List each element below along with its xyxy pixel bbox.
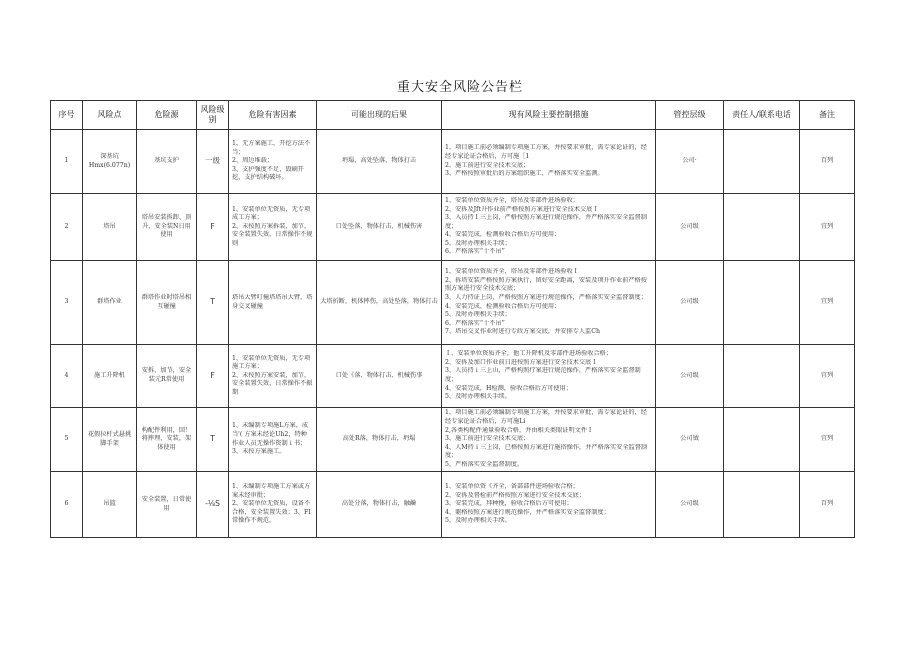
cell-control-level: 公司级 xyxy=(656,345,724,408)
measure-item: 2、施工前进行安全技术交底； xyxy=(445,161,530,169)
measure-item: 4、安装完成，H检测，验收合格后方可使用； xyxy=(445,384,572,392)
cell-harmful-factors xyxy=(229,345,317,408)
measure-item: 4、躯格按照方案进行规范操作，并严格落实安全监督制度； xyxy=(445,508,610,516)
factor-item: 塔吊大臂叮撞塔塔吊大臂，塔身交叉碰撞 xyxy=(232,293,313,310)
cell-responsible-person xyxy=(724,472,800,538)
header-harmful-factors: 危险有害因素 xyxy=(229,101,317,130)
measure-item: Ｉ、安装单位资质齐全，他工升降机及零部件进场验收合格； xyxy=(445,350,613,358)
measure-item: 4、人M持ｉ三上岗，已格按照方案进行施搭操作，并严格落实安全监督制度； xyxy=(445,443,648,460)
table-row xyxy=(51,261,855,345)
cell-no: 6 xyxy=(51,472,83,538)
cell-control-measures xyxy=(442,408,656,472)
header-control-measures: 现有风险主要控制措施 xyxy=(442,101,656,130)
cell-consequence: 口处《落、物体打击、机械伤事 xyxy=(317,345,442,408)
cell-hazard-source: 安拆，加节，安全装元R常使用 xyxy=(137,345,197,408)
factor-item: 3、支护强度不足，毁刷开挖，支护结构破坏。 xyxy=(232,165,304,182)
cell-responsible-person xyxy=(724,130,800,194)
cell-hazard-source: 基坑支护 xyxy=(137,130,197,194)
factor-item: 2、周边堆载； xyxy=(232,157,274,165)
header-risk-level: 风险级别 xyxy=(197,101,229,130)
cell-consequence: 大塔折断，机体摔伤，高处坠落，物体打击 xyxy=(317,261,442,345)
table-row xyxy=(51,472,855,538)
measure-item: 4、安装完成，检测验收合格后方可使用； xyxy=(445,302,561,310)
measure-item: 3、人力持证上岗，严格按照方案进行规范操作，严格落实安全监督制度； xyxy=(445,293,647,301)
header-responsible-person: 责任人/联系电话 xyxy=(724,101,800,130)
measure-item: 5、及时办理相关手续。 xyxy=(445,517,511,525)
page-title: 重大安全风险公告栏 xyxy=(396,80,523,95)
cell-risk-level: T xyxy=(197,261,229,345)
measure-item: 2、安拆及督检前严格按照方案进行安全技术交底； xyxy=(445,491,586,499)
cell-consequence: 高处R落，物体打击，坍塌 xyxy=(317,408,442,472)
cell-risk-level: T xyxy=(197,408,229,472)
cell-control-level: 公司级 xyxy=(656,261,724,345)
cell-no: 5 xyxy=(51,408,83,472)
cell-consequence: 口处坠落、物体打击、机械伤害 xyxy=(317,194,442,261)
header-no: 序号 xyxy=(51,101,83,130)
cell-hazard-source: 塔吊安装拆卸、顶升、安全装N日用使用 xyxy=(137,194,197,261)
measure-item: 5、及时办理相关手续。 xyxy=(445,393,511,401)
cell-hazard-source: 安全装置，日常使用 xyxy=(137,472,197,538)
cell-control-level: 公司级 xyxy=(656,194,724,261)
measure-item: 2,各类构配件通量验收合格，并由相关类眼证明文件Ｉ xyxy=(445,426,594,434)
cell-risk-point: 花假拉杆式悬挑脚手架 xyxy=(83,408,137,472)
measure-item: 3、安装完成，拜种挽，验收合格后方可使用； xyxy=(445,500,573,508)
cell-control-level: 公司钺 xyxy=(656,408,724,472)
measure-item: 1、安装单位资质齐全，塔吊及零部件进场验收； xyxy=(445,196,579,204)
cell-hazard-source: 群塔作业时塔吊相互碰撞 xyxy=(137,261,197,345)
risk-table xyxy=(50,100,855,538)
cell-remarks: 宜列 xyxy=(800,261,855,345)
header-hazard-source: 危险源 xyxy=(137,101,197,130)
measure-item: 2、拆塔安装严格按照方案执行，留好安全距离，安装及项升作业前严格按照方案进行安全技术交底； xyxy=(445,276,647,293)
cell-consequence: 高处分落，物体打击，触鹼 xyxy=(317,472,442,538)
cell-risk-point: 施工升降机 xyxy=(83,345,137,408)
cell-control-measures xyxy=(442,261,656,345)
cell-risk-level: F xyxy=(197,345,229,408)
table-row xyxy=(51,194,855,261)
measure-item: 6、严格落实“十不吊” xyxy=(445,248,505,256)
measure-item: 2、安拆及Jft升作业前严格按照方案进行安全技术交底Ｉ xyxy=(445,205,599,213)
factor-item: 3、未按方案施工。 xyxy=(232,448,286,456)
cell-responsible-person xyxy=(724,194,800,261)
measure-item: 5、严格落实安全监督制度。 xyxy=(445,460,524,468)
measure-item: 3、人员持ｉ三上山，严格构照疗案进行规范操作，严格落实安全监督制度； xyxy=(445,367,641,383)
measure-item: 3、严格按照审批后的方案组织施工，严格落实安全监测。 xyxy=(445,170,604,178)
table-row xyxy=(51,130,855,194)
cell-harmful-factors xyxy=(229,408,317,472)
measure-item: 6、严格落实“十不吊” xyxy=(445,319,505,327)
table-row xyxy=(51,408,855,472)
cell-risk-level: -⅛S xyxy=(197,472,229,538)
table-row xyxy=(51,345,855,408)
cell-responsible-person xyxy=(724,408,800,472)
cell-responsible-person xyxy=(724,261,800,345)
cell-responsible-person xyxy=(724,345,800,408)
measure-item: 5、及时办理相关手续； xyxy=(445,311,511,319)
measure-item: 3、入员持Ｉ三上岗，严格按照方案进行规范操作，并严格落实安全监督制度； xyxy=(445,214,647,230)
measure-item: 4、安装完成，检测验收合格后方可使用； xyxy=(445,231,561,239)
cell-risk-point: 塔吊 xyxy=(83,194,137,261)
cell-harmful-factors xyxy=(229,472,317,538)
factor-item: 2、安装单位无资质，设备不合格，安全装置失效；3、FI常操作不规范。 xyxy=(232,500,311,525)
measure-item: 1、项目施工前必须编制专项施工方案，并按要求审批，需专家论证的，经经专家论证合格后，方可施［1 xyxy=(445,144,647,160)
cell-harmful-factors xyxy=(229,261,317,345)
factor-item: 1、无方案施工，开挖方法不当； xyxy=(232,140,311,156)
cell-no: 3 xyxy=(51,261,83,345)
factor-item: 2、未按照方案拆装，加节，安全装置失效，日常操作不规则 xyxy=(232,222,313,247)
cell-no: 1 xyxy=(51,130,83,194)
factor-item: 2、未按照方案安装，加节，安全装置失效，日常操作不振期 xyxy=(232,371,313,396)
cell-remarks: 百列 xyxy=(800,130,855,194)
header-risk-point: 风险点 xyxy=(83,101,137,130)
cell-control-level: 公司· xyxy=(656,130,724,194)
cell-remarks: 宜列 xyxy=(800,194,855,261)
cell-harmful-factors xyxy=(229,194,317,261)
measure-item: 2、安拆及加口作业前日进按照方案进行安全技术交底Ｉ xyxy=(445,358,598,366)
table-header-row xyxy=(51,101,855,130)
cell-no: 4 xyxy=(51,345,83,408)
measure-item: 3、施工前进行安全技术交底； xyxy=(445,435,530,443)
measure-item: 1、安装单位资《齐全，备部部件进场验收合格； xyxy=(445,483,579,491)
cell-harmful-factors xyxy=(229,130,317,194)
measure-item: 5、及时办理相关手续； xyxy=(445,239,511,247)
cell-no: 2 xyxy=(51,194,83,261)
cell-remarks: 宜列 xyxy=(800,408,855,472)
cell-control-measures xyxy=(442,130,656,194)
header-control-level: 管控层级 xyxy=(656,101,724,130)
factor-item: 1、未编制专项施工方案或方案未经审批； xyxy=(232,483,311,499)
factor-item: 1、安装单位无资质，无专项成工方案； xyxy=(232,205,311,222)
header-remarks: 备注 xyxy=(800,101,855,130)
cell-risk-point: 深基坑Hmx(6.077n) xyxy=(83,130,137,194)
cell-risk-point: 吊篮 xyxy=(83,472,137,538)
cell-consequence: 坍塌、高处坠落、物体打击 xyxy=(317,130,442,194)
cell-risk-point: 群塔作业 xyxy=(83,261,137,345)
factor-item: 1、安装单位无资质，无专项施工方案； xyxy=(232,354,311,371)
cell-control-measures xyxy=(442,194,656,261)
measure-item: 1、项目施工前必须编制专项施工方案，并按要求审批，需专家论证的，经经专家论证合格后，方可施Li xyxy=(445,409,647,426)
cell-hazard-source: 构配件利用，回！将摔理，安装，架体使用 xyxy=(137,408,197,472)
cell-remarks: 宜列 xyxy=(800,345,855,408)
measure-item: 7、塔吊交叉作业时进行专政方案交底，并安排专人监Ch xyxy=(445,328,600,336)
cell-control-level: 公司级 xyxy=(656,472,724,538)
factor-item: 1、未编制专项施L方案，成当'( 方案未经论Uh2，特种作业人员无操作资制ｉ书； xyxy=(232,422,309,447)
cell-risk-level: F xyxy=(197,194,229,261)
header-consequence: 可能出现的后果 xyxy=(317,101,442,130)
cell-control-measures xyxy=(442,472,656,538)
cell-control-measures xyxy=(442,345,656,408)
cell-remarks: 百列 xyxy=(800,472,855,538)
measure-item: 1、安装单位资质齐全，塔吊及零部件进场验收Ｉ xyxy=(445,268,579,276)
cell-risk-level: 一级 xyxy=(197,130,229,194)
